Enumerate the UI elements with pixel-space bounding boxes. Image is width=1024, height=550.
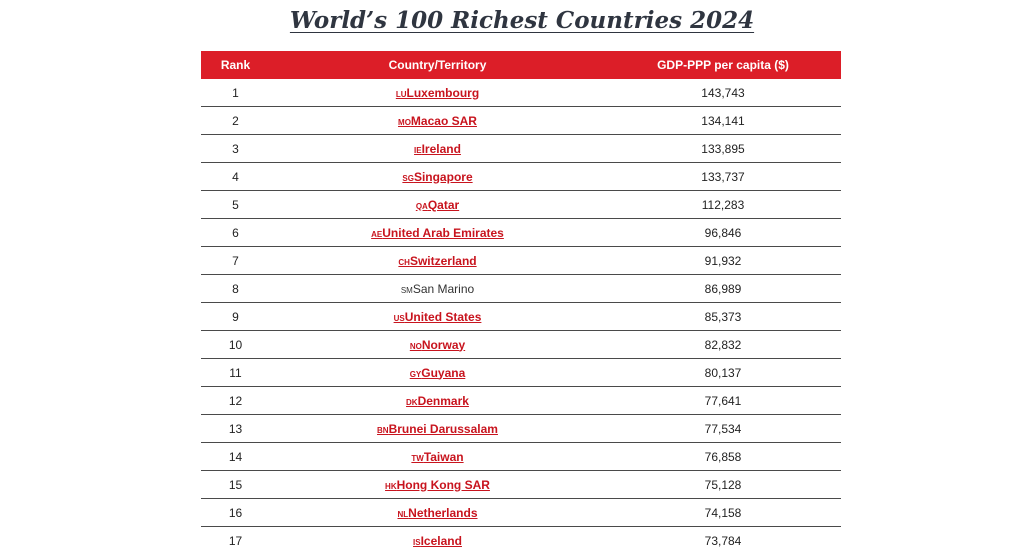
country-name-text: Singapore bbox=[413, 169, 473, 184]
rank-cell: 12 bbox=[228, 393, 243, 408]
country-name-text: Norway bbox=[421, 337, 466, 352]
country-code: DK bbox=[406, 397, 418, 407]
table-row bbox=[201, 219, 841, 247]
country-cell bbox=[270, 282, 605, 296]
table-row bbox=[201, 303, 841, 331]
gdp-cell: 77,534 bbox=[704, 421, 742, 436]
country-code: LU bbox=[395, 89, 407, 99]
header-rank: Rank bbox=[220, 58, 251, 72]
rank-cell: 11 bbox=[229, 365, 242, 380]
country-cell bbox=[270, 114, 605, 128]
table-row bbox=[201, 527, 841, 550]
country-code: NL bbox=[397, 509, 409, 519]
rank-cell: 5 bbox=[232, 197, 239, 212]
country-link[interactable] bbox=[410, 338, 465, 352]
gdp-cell: 133,737 bbox=[701, 169, 745, 184]
country-link[interactable] bbox=[406, 394, 469, 408]
rank-cell: 8 bbox=[232, 281, 239, 296]
country-cell bbox=[270, 226, 605, 240]
country-code: NO bbox=[409, 341, 422, 351]
gdp-cell: 96,846 bbox=[704, 225, 742, 240]
country-name-text: Denmark bbox=[417, 393, 469, 408]
country-name-text: San Marino bbox=[412, 281, 475, 296]
country-code: CH bbox=[398, 257, 410, 267]
gdp-cell: 75,128 bbox=[704, 477, 742, 492]
country-cell bbox=[270, 506, 605, 520]
country-link[interactable] bbox=[385, 478, 490, 492]
rank-cell: 7 bbox=[232, 253, 239, 268]
table-row bbox=[201, 331, 841, 359]
table-row bbox=[201, 191, 841, 219]
country-name-text: Switzerland bbox=[409, 253, 477, 268]
country-cell bbox=[270, 254, 605, 268]
country-name-text: Hong Kong SAR bbox=[396, 477, 490, 492]
rank-cell: 16 bbox=[228, 505, 243, 520]
table-header bbox=[201, 51, 841, 79]
table-row bbox=[201, 135, 841, 163]
country-name-text: Netherlands bbox=[408, 505, 478, 520]
country-code: SM bbox=[400, 285, 413, 295]
rank-cell: 4 bbox=[232, 169, 239, 184]
rank-cell: 15 bbox=[228, 477, 243, 492]
country-cell bbox=[270, 198, 605, 212]
country-link[interactable] bbox=[413, 534, 462, 548]
country-link[interactable] bbox=[377, 422, 498, 436]
gdp-cell: 86,989 bbox=[704, 281, 742, 296]
country-link[interactable] bbox=[398, 254, 476, 268]
country-cell bbox=[270, 450, 605, 464]
country-link[interactable] bbox=[398, 114, 477, 128]
country-code: US bbox=[393, 313, 405, 323]
header-country: Country/Territory bbox=[388, 58, 487, 72]
table-row bbox=[201, 79, 841, 107]
country-link[interactable] bbox=[397, 506, 477, 520]
gdp-cell: 112,283 bbox=[701, 197, 745, 212]
gdp-cell: 85,373 bbox=[704, 309, 742, 324]
country-name-text: United States bbox=[404, 309, 482, 324]
country-code: HK bbox=[385, 481, 397, 491]
rank-cell: 3 bbox=[232, 141, 239, 156]
country-cell bbox=[270, 338, 605, 352]
country-name-text: Qatar bbox=[427, 197, 460, 212]
country-code: BN bbox=[377, 425, 389, 435]
country-cell bbox=[270, 366, 605, 380]
country-link[interactable] bbox=[371, 226, 504, 240]
country-code: SG bbox=[402, 173, 414, 183]
country-code: IE bbox=[414, 145, 422, 155]
country-name-text: Ireland bbox=[421, 141, 461, 156]
country-link[interactable] bbox=[411, 450, 463, 464]
country-name-text: Brunei Darussalam bbox=[388, 421, 498, 436]
country-name-text: Macao SAR bbox=[410, 113, 477, 128]
page-title: World’s 100 Richest Countries 2024 bbox=[289, 7, 755, 34]
country-cell bbox=[270, 394, 605, 408]
gdp-cell: 77,641 bbox=[704, 393, 742, 408]
country-code: AE bbox=[371, 229, 383, 239]
country-link[interactable] bbox=[414, 142, 461, 156]
country-cell bbox=[270, 170, 605, 184]
country-cell bbox=[270, 310, 605, 324]
country-name-text: Guyana bbox=[421, 365, 466, 380]
rank-cell: 17 bbox=[228, 533, 243, 548]
rank-cell: 2 bbox=[232, 113, 239, 128]
gdp-cell: 82,832 bbox=[704, 337, 742, 352]
rank-cell: 14 bbox=[228, 449, 243, 464]
table-row bbox=[201, 163, 841, 191]
gdp-cell: 74,158 bbox=[704, 505, 742, 520]
rank-cell: 6 bbox=[232, 225, 239, 240]
rank-cell: 13 bbox=[228, 421, 243, 436]
gdp-cell: 76,858 bbox=[704, 449, 742, 464]
country-cell bbox=[270, 142, 605, 156]
country-cell bbox=[270, 478, 605, 492]
country-link[interactable] bbox=[394, 310, 482, 324]
header-gdp: GDP-PPP per capita ($) bbox=[657, 58, 789, 72]
table-row bbox=[201, 387, 841, 415]
country-link[interactable] bbox=[402, 170, 472, 184]
gdp-cell: 91,932 bbox=[704, 253, 742, 268]
country-code: MO bbox=[398, 117, 411, 127]
rank-cell: 9 bbox=[232, 309, 239, 324]
country-link[interactable] bbox=[410, 366, 466, 380]
table-row bbox=[201, 359, 841, 387]
countries-table bbox=[201, 51, 841, 550]
country-name-text: Iceland bbox=[420, 533, 462, 548]
rank-cell: 10 bbox=[228, 337, 243, 352]
table-row bbox=[201, 247, 841, 275]
country-code: QA bbox=[415, 201, 428, 211]
country-cell bbox=[270, 534, 605, 548]
table-row bbox=[201, 471, 841, 499]
country-code: TW bbox=[411, 453, 424, 463]
table-body bbox=[201, 79, 841, 550]
gdp-cell: 73,784 bbox=[704, 533, 742, 548]
table-row bbox=[201, 107, 841, 135]
table-row bbox=[201, 415, 841, 443]
country-name bbox=[401, 282, 474, 296]
country-code: GY bbox=[409, 369, 422, 379]
country-name-text: Luxembourg bbox=[406, 85, 480, 100]
country-cell bbox=[270, 86, 605, 100]
gdp-cell: 134,141 bbox=[701, 113, 745, 128]
rank-cell: 1 bbox=[232, 85, 239, 100]
gdp-cell: 133,895 bbox=[701, 141, 745, 156]
country-cell bbox=[270, 422, 605, 436]
country-link[interactable] bbox=[416, 198, 459, 212]
gdp-cell: 143,743 bbox=[701, 85, 745, 100]
table-row bbox=[201, 499, 841, 527]
country-name-text: Taiwan bbox=[423, 449, 464, 464]
country-code: IS bbox=[413, 537, 421, 547]
gdp-cell: 80,137 bbox=[704, 365, 742, 380]
country-link[interactable] bbox=[396, 86, 479, 100]
table-row bbox=[201, 443, 841, 471]
table-row bbox=[201, 275, 841, 303]
country-name-text: United Arab Emirates bbox=[382, 225, 504, 240]
